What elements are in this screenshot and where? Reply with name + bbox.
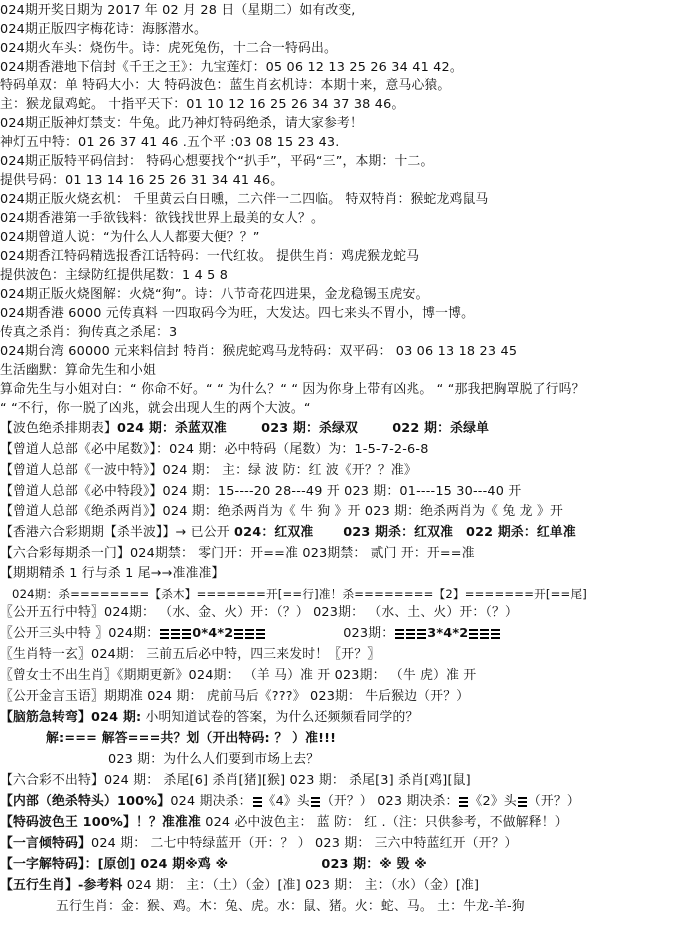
text-line: 【曾道人总部《绝杀两肖》】024 期：绝杀两肖为《 牛 狗 》开 023 期：绝杀两肖为《 兔 龙 》开 — [0, 504, 563, 519]
bar-glyph — [518, 797, 527, 807]
bar-glyph — [406, 629, 415, 639]
bar-glyph — [491, 629, 500, 639]
kill-head-line: 【内部（绝杀特头）100%】024 期决杀： 《4》头 （开？） 023 期决杀： 《2》头 （开？） — [0, 794, 580, 809]
bar-glyph — [480, 629, 489, 639]
text-line: 【六合彩每期杀一门】024期禁： 零门开：开==准 023期禁： 贰门 开：开==准 — [0, 546, 475, 561]
text-line: 五行生肖：金：猴、鸡。木：兔、虎。水：鼠、猪。火：蛇、马。 土：牛龙-羊-狗 — [56, 899, 525, 914]
text-line: 024期正版火烧图解：火烧“狗”。诗：八节奇花四进果，金龙稳锡玉虎安。 — [0, 287, 429, 302]
text-line: 特码单双：单 特码大小：大 特码波色：蓝生肖玄机诗：本期十来，意马心猿。 — [0, 78, 451, 93]
five-elements-line: 【五行生肖】-参考料 024 期： 主：（土）（金）[准] 023 期： 主：（水）（金）[准] — [0, 878, 480, 893]
text-line: 024期香港地下信封《千王之王》：九宝莲灯：05 06 12 13 25 26 34 41 42。 — [0, 60, 463, 75]
bar-glyph — [311, 797, 320, 807]
bar-glyph — [171, 629, 180, 639]
color-king-line: 【特码波色王 100%】！？准准准 024 必中波色主： 蓝 防： 红 .（注：只供参考，不做解释！） — [0, 815, 568, 830]
one-word-line: 【一言倾特码】024 期： 二七中特绿蓝开（开：？ ） 023 期： 三六中特蓝红开（开？） — [0, 836, 518, 851]
text-line: 主：猴龙鼠鸡蛇。 十指平天下：01 10 12 16 25 26 34 37 38 46。 — [0, 97, 405, 112]
bar-glyph — [234, 629, 243, 639]
text-line: 提供号码：01 13 14 16 25 26 31 34 41 46。 — [0, 173, 284, 188]
text-line: 024期香港第一手欲钱料：欲钱找世界上最美的女人？。 — [0, 211, 324, 226]
bar-glyph — [256, 629, 265, 639]
bar-glyph — [417, 629, 426, 639]
bar-glyph — [469, 629, 478, 639]
text-line: 提供波色：主绿防红提供尾数：1 4 5 8 — [0, 268, 229, 283]
text-line: 生活幽默：算命先生和小姐 — [0, 363, 156, 378]
text-line: 算命先生与小姐对白：“ 你命不好。“ “ 为什么？“ “ 因为你身上带有凶兆。 “ “那我把胸罩脱了行吗？ — [0, 382, 585, 397]
half-wave-line: 【香港六合彩期期【杀半波】】→ 已公开 024：红双准 023 期杀：红双准 022 期杀：红单准 — [0, 525, 576, 540]
bar-glyph — [245, 629, 254, 639]
text-line: 024期正版神灯禁支：牛兔。此乃神灯特码绝杀，请大家参考！ — [0, 116, 363, 131]
riddle-answer-line: 解:=== 解答===共？划（开出特码: ？ ）准!!! — [46, 731, 337, 746]
bar-glyph — [160, 629, 169, 639]
text-line: 024期正版火烧玄机： 千里黄云白日曛，二六伴一二四临。 特双特肖：猴蛇龙鸡鼠马 — [0, 192, 489, 207]
bar-glyph — [395, 629, 404, 639]
text-line: 024期香江特码精选报香江话特码：一代红妆。 提供生肖：鸡虎猴龙蛇马 — [0, 249, 420, 264]
text-line: 024期正版特平码信封： 特码心想要找个“扒手”，平码“三”，本期：十二。 — [0, 154, 434, 169]
bar-glyph — [459, 797, 468, 807]
text-line: 【期期精杀 1 行与杀 1 尾→→准准准】 — [0, 566, 225, 581]
text-line: 〖生肖特一玄〗024期： 三前五后必中特，四三来发时！〖开？〗 — [0, 647, 381, 662]
text-line: 神灯五中特：01 26 37 41 46 .五个平 :03 08 15 23 43. — [0, 135, 340, 150]
riddle-line: 【脑筋急转弯】024 期: 小明知道试卷的答案，为什么还频频看同学的？ — [0, 710, 419, 725]
text-line: 传真之杀肖：狗传真之杀尾：3 — [0, 325, 178, 340]
riddle-prev-line: 023 期：为什么人们要到市场上去？ — [108, 752, 320, 767]
text-line: 【曾道人总部《必中尾数》】：024 期：必中特码（尾数）为：1-5-7-2-6-8 — [0, 442, 429, 457]
wave-color-line: 【波色绝杀排期表】024 期：杀蓝双准 023 期：杀绿双 022 期：杀绿单 — [0, 421, 490, 436]
text-line: 024期曾道人说：“为什么人人都要大便？？” — [0, 230, 260, 245]
text-line: 024期：杀========【杀木】=======开[==行]准！杀========【2】=======开[==尾] — [12, 587, 587, 601]
text-line: “ “不行，你一脱了凶兆，就会出现人生的两个大波。“ — [0, 401, 311, 416]
text-line: 【曾道人总部《一波中特》】024 期： 主：绿 波 防：红 波《开？？准》 — [0, 463, 417, 478]
text-line: 024期正版四字梅花诗：海豚潜水。 — [0, 22, 207, 37]
text-line: 024期台湾 60000 元来料信封 特肖：猴虎蛇鸡马龙特码：双平码： 03 06 13 18 23 45 — [0, 344, 518, 359]
text-line: 【六合彩不出特】024 期： 杀尾[6] 杀肖[猪][猴] 023 期： 杀尾[3] 杀肖[鸡][鼠] — [0, 773, 471, 788]
text-line: 【曾道人总部《必中特段》】024 期：15----20 28---49 开 023 期：01----15 30---40 开 — [0, 484, 522, 499]
text-line: 024期火车头：烧伤牛。诗：虎死兔伤，十二合一特码出。 — [0, 41, 337, 56]
text-line: 024期香港 6000 元传真料 一四取码今为旺，大发达。四七来头不胃小，博一博。 — [0, 306, 475, 321]
text-line: 〖公开金言玉语〗期期准 024 期： 虎前马后《???》 023期： 牛后猴边（开？） — [0, 689, 470, 704]
one-char-line: 【一字解特码】：[原创] 024 期※鸡 ※ 023 期：※ 毁 ※ — [0, 857, 427, 872]
bar-glyph — [253, 797, 262, 807]
text-line: 〖公开五行中特〗024期： （水、金、火）开：（？） 023期： （水、土、火）开：（？） — [0, 605, 518, 620]
text-line: 024期开奖日期为 2017 年 02 月 28 日（星期二）如有改变, — [0, 3, 356, 18]
text-line: 〖曾女士不出生肖〗《期期更新》024期： （羊 马）准 开 023期： （牛 虎）准 开 — [0, 668, 477, 683]
three-heads-line: 〖公开三头中特 〗024期： 0*4*2 023期： 3*4*2 — [0, 625, 501, 642]
bar-glyph — [182, 629, 191, 639]
